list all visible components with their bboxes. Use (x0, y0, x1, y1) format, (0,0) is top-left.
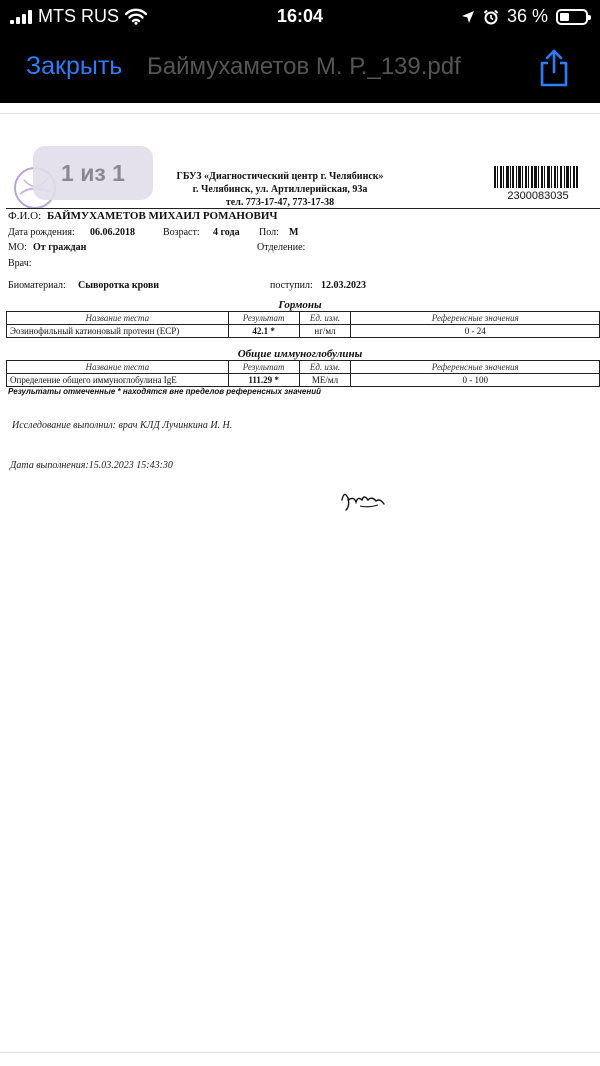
nav-bar (0, 46, 600, 90)
signature-icon (338, 486, 386, 514)
cell-result: 42.1 * (228, 325, 299, 338)
footnote: Результаты отмеченные * находятся вне пределов референсных значений (8, 387, 321, 396)
document-title: Баймухаметов М. Р._139.pdf (147, 53, 461, 80)
status-time: 16:04 (276, 6, 324, 26)
header-result: Результат (228, 361, 299, 374)
table-header-row (7, 361, 600, 374)
battery-icon (556, 9, 588, 25)
divider (6, 208, 600, 209)
cell-result: 111.29 * (228, 374, 299, 387)
location-icon (461, 10, 475, 24)
organization-header (150, 170, 410, 209)
cell-unit: МЕ/мл (299, 374, 351, 387)
header-result: Результат (228, 312, 299, 325)
header-unit: Ед. изм. (299, 361, 351, 374)
table-row (7, 374, 600, 387)
org-name: ГБУЗ «Диагностический центр г. Челябинск» (176, 171, 384, 182)
share-icon[interactable] (536, 48, 572, 88)
results-table-hormones (6, 311, 600, 338)
carrier-label: MTS RUS (38, 6, 119, 26)
received-value: 12.03.2023 (321, 280, 366, 291)
header-ref: Референсные значения (351, 361, 600, 374)
table-header-row (7, 312, 600, 325)
page-indicator: 1 из 1 (33, 146, 153, 200)
org-phones: тел. 773-17-47, 773-17-38 (225, 197, 335, 208)
status-bar (0, 0, 600, 34)
section-title-immunoglobulins: Общие иммуноглобулины (237, 348, 363, 360)
performed-by: Исследование выполнил: врач КЛД Лучинкина И. Н. (12, 420, 233, 431)
results-table-immunoglobulins (6, 360, 600, 387)
cell-ref: 0 - 100 (351, 374, 600, 387)
age-label: Возраст: (163, 227, 200, 238)
alarm-icon (483, 9, 499, 25)
top-bar (0, 0, 600, 103)
sex-value: М (289, 227, 299, 238)
barcode-number: 2300083035 (507, 190, 569, 202)
header-test: Название теста (7, 312, 229, 325)
completion-date: Дата выполнения:15.03.2023 15:43:30 (10, 460, 173, 471)
barcode-icon (494, 166, 578, 188)
section-title-hormones: Гормоны (278, 299, 322, 311)
cell-test: Определение общего иммуноглобулина IgE (7, 374, 229, 387)
dob-label: Дата рождения: (8, 227, 75, 238)
received-label: поступил: (270, 280, 313, 291)
battery-percent: 36 % (506, 6, 548, 26)
cell-test: Эозинофильный катионовый протеин (ECP) (7, 325, 229, 338)
dob-value: 06.06.2018 (90, 227, 135, 238)
header-test: Название теста (7, 361, 229, 374)
table-row (7, 325, 600, 338)
pdf-viewer[interactable] (0, 103, 600, 1066)
close-button[interactable]: Закрыть (26, 52, 123, 80)
header-unit: Ед. изм. (299, 312, 351, 325)
sex-label: Пол: (259, 227, 279, 238)
biomaterial-label: Биоматериал: (8, 280, 66, 291)
pdf-page[interactable] (0, 113, 600, 1053)
cell-ref: 0 - 24 (351, 325, 600, 338)
age-value: 4 года (213, 227, 240, 238)
cell-unit: нг/мл (299, 325, 351, 338)
mo-value: От граждан (33, 242, 87, 253)
header-ref: Референсные значения (351, 312, 600, 325)
org-address: г. Челябинск, ул. Артиллерийская, 93а (192, 184, 368, 195)
fio-label: Ф.И.О: (8, 210, 42, 222)
mo-label: МО: (8, 242, 27, 253)
doctor-label: Врач: (8, 258, 32, 269)
department-label: Отделение: (257, 242, 306, 253)
biomaterial-value: Сыворотка крови (78, 280, 160, 291)
fio-value: БАЙМУХАМЕТОВ МИХАИЛ РОМАНОВИЧ (47, 210, 278, 222)
